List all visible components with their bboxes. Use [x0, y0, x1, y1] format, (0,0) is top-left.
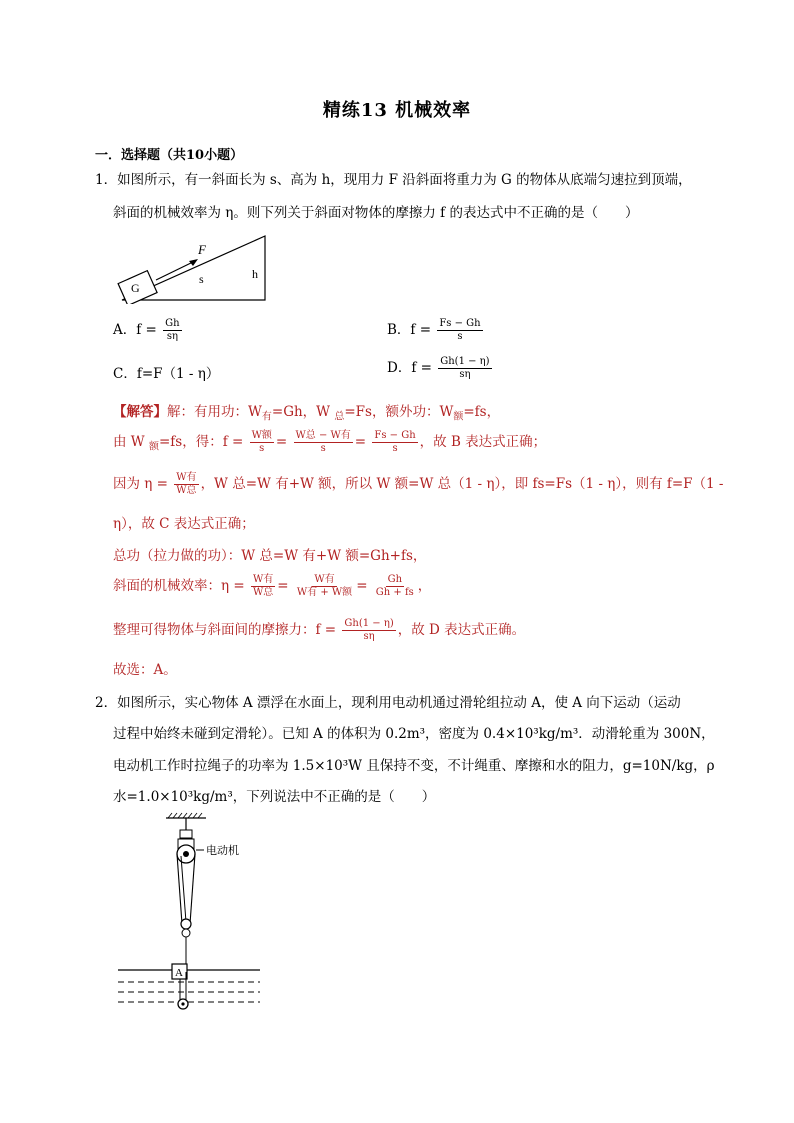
label-s: s [199, 272, 204, 286]
answer-line-3: 因为 η = $\frac{\text{W有}}{\text{W总}}$ ，W 总=W 有+W 额，所以 W 额=W 总（1 - η），即 fs=Fs（1 - η），则有 f=F（1 - [113, 472, 724, 496]
motor-label: 电动机 [206, 844, 239, 857]
moving-pulley [181, 919, 191, 929]
incline-figure [110, 232, 270, 304]
label-F: F [198, 242, 206, 257]
section-heading: 一．选择题（共10小题） [95, 148, 244, 163]
ceiling-hatch [168, 813, 202, 818]
q1-line-2: 斜面的机械效率为 η。则下列关于斜面对物体的摩擦力 f 的表达式中不正确的是（ ） [113, 205, 639, 221]
hook-block [180, 830, 192, 838]
answer-line-4: η），故 C 表达式正确； [113, 516, 255, 532]
q2-line-2: 过程中始终未碰到定滑轮）。已知 A 的体积为 0.2m³，密度为 0.4×10³kg/m³．动滑轮重为 300N， [113, 726, 715, 742]
pulley-figure [110, 812, 280, 1018]
label-G: G [131, 281, 140, 295]
q2-line-4: 水=1.0×10³kg/m³，下列说法中不正确的是（ ） [113, 789, 436, 805]
q2-line-1: 2．如图所示，实心物体 A 漂浮在水面上，现利用电动机通过滑轮组拉动 A，使 A 向下运动（运动 [95, 695, 681, 711]
answer-line-1: 【解答】解：有用功：$W_有=Gh$，W $_总$=Fs，额外功：$W_额=fs$， [113, 404, 501, 423]
answer-line-2: 由 W $_额$=fs，得：f = $\frac{\text{W额}}{s}$ = $\frac{\text{W总 − W有}}{s}$ = $\frac{Fs - Gh}{s}$ ，故 B 表达式正确； [113, 430, 547, 454]
q1-line-1: 1．如图所示，有一斜面长为 s、高为 h，现用力 F 沿斜面将重力为 G 的物体从底端匀速拉到顶端， [95, 172, 692, 188]
q1-option-d: D．f = $\frac{Gh(1 - \eta)}{s\eta}$ [387, 356, 490, 380]
answer-line-6: 斜面的机械效率：η = $\frac{\text{W有}}{\text{W总}}$ = $\frac{\text{W有}}{\text{W有 + W额}}$ = $\frac{Gh}{Gh + fs}$ ， [113, 574, 432, 598]
label-h: h [252, 267, 258, 281]
answer-line-8: 故选：A。 [113, 662, 177, 678]
answer-line-5: 总功（拉力做的功）：W 总=W 有+W 额=Gh+fs， [113, 548, 427, 564]
q2-line-3: 电动机工作时拉绳子的功率为 1.5×10³W 且保持不变，不计绳重、摩擦和水的阻力，g=10N/kg，ρ [113, 758, 715, 774]
q1-option-a: A．f = $\frac{Gh}{s\eta}$ [113, 318, 180, 342]
q1-option-c: C．f=F（1 - η） [113, 366, 220, 382]
page-title: 精练13 机械效率 [322, 100, 472, 121]
force-arrow-head [189, 259, 198, 266]
block-a-label: A [175, 967, 183, 979]
answer-line-7: 整理可得物体与斜面间的摩擦力：f = $\frac{Gh(1 - \eta)}{s\eta}$ ，故 D 表达式正确。 [113, 618, 526, 642]
q1-option-b: B．f = $\frac{Fs - Gh}{s}$ [387, 318, 481, 342]
